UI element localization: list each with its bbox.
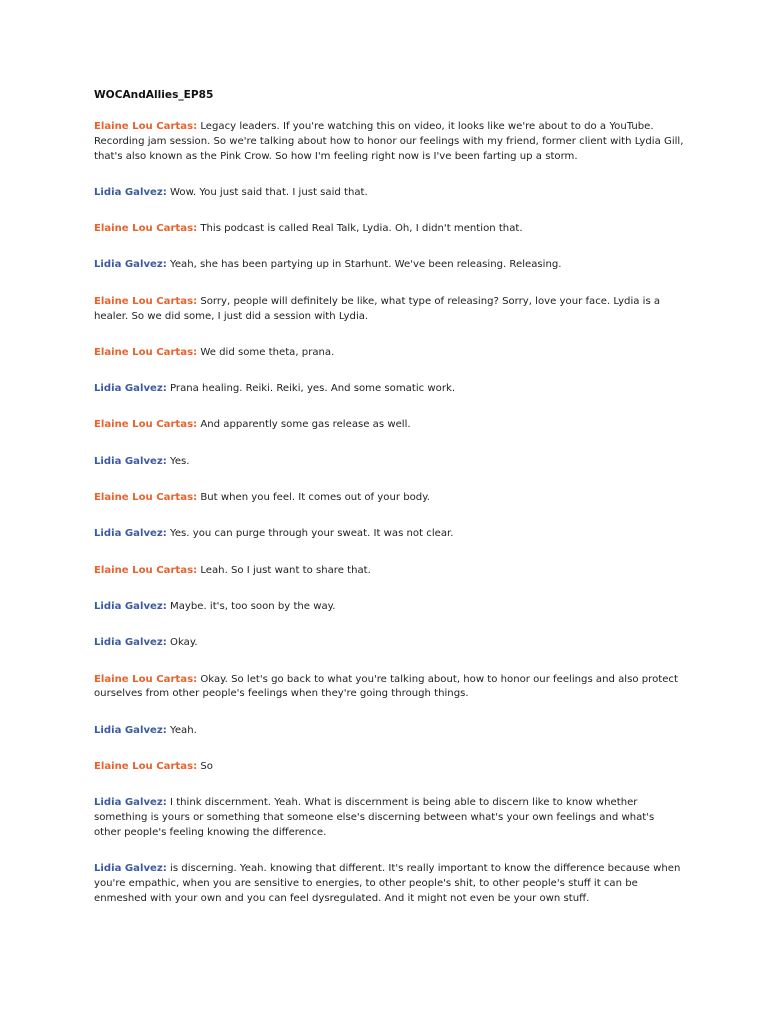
utterance-text: And apparently some gas release as well. bbox=[200, 419, 411, 431]
utterance-text: We did some theta, prana. bbox=[200, 346, 335, 358]
transcript-entry bbox=[94, 724, 684, 739]
utterance-text: But when you feel. It comes out of your body. bbox=[200, 492, 430, 504]
utterance-text: Okay. So let's go back to what you're talking about, how to honor our feelings and also protect ourselves from other people's feelings when they're going through things. bbox=[94, 673, 678, 700]
speaker-name: Lidia Galvez: bbox=[94, 186, 167, 198]
speaker-name: Lidia Galvez: bbox=[94, 724, 167, 736]
transcript-entry bbox=[94, 760, 684, 775]
transcript-entry bbox=[94, 418, 684, 433]
utterance-text: Wow. You just said that. I just said that. bbox=[170, 186, 368, 198]
speaker-name: Elaine Lou Cartas: bbox=[94, 492, 198, 504]
utterance-text: Yeah. bbox=[170, 724, 197, 736]
utterance-text: Yeah, she has been partying up in Starhunt. We've been releasing. Releasing. bbox=[170, 259, 562, 271]
utterance-text: So bbox=[200, 760, 213, 772]
speaker-name: Elaine Lou Cartas: bbox=[94, 223, 198, 235]
transcript-entry bbox=[94, 527, 684, 542]
speaker-name: Lidia Galvez: bbox=[94, 600, 167, 612]
speaker-name: Lidia Galvez: bbox=[94, 797, 167, 809]
document-title: WOCAndAllies_EP85 bbox=[94, 89, 214, 101]
utterance-text: Okay. bbox=[170, 637, 198, 649]
speaker-name: Elaine Lou Cartas: bbox=[94, 121, 198, 132]
speaker-name: Lidia Galvez: bbox=[94, 383, 167, 395]
transcript-page bbox=[94, 88, 684, 928]
utterance-text: This podcast is called Real Talk, Lydia. Oh, I didn't mention that. bbox=[200, 223, 523, 235]
utterance-text: Maybe. it's, too soon by the way. bbox=[170, 600, 336, 612]
transcript-entry bbox=[94, 346, 684, 361]
speaker-name: Elaine Lou Cartas: bbox=[94, 419, 198, 431]
speaker-name: Lidia Galvez: bbox=[94, 637, 167, 649]
transcript-entry bbox=[94, 796, 684, 840]
utterance-text: Sorry, people will definitely be like, what type of releasing? Sorry, love your face. Lydia is a healer. So we did some, I just did a session with Lydia. bbox=[94, 295, 661, 322]
speaker-name: Lidia Galvez: bbox=[94, 528, 167, 540]
speaker-name: Elaine Lou Cartas: bbox=[94, 760, 198, 772]
transcript-entry bbox=[94, 258, 684, 273]
transcript-entry bbox=[94, 455, 684, 470]
utterance-text: Leah. So I just want to share that. bbox=[200, 564, 371, 576]
transcript-entry bbox=[94, 222, 684, 237]
transcript-entry bbox=[94, 673, 684, 703]
utterance-text: Legacy leaders. If you're watching this on video, it looks like we're about to do a YouTube. Recording jam session. So we're talking about how to honor our feelings with my friend, former client with Lydia Gill, that's also known as the Pink Crow. So how I'm feeling right now is I've been farting up a storm. bbox=[94, 121, 684, 162]
speaker-name: Elaine Lou Cartas: bbox=[94, 346, 198, 358]
transcript-entry bbox=[94, 862, 684, 906]
transcript-entry bbox=[94, 295, 684, 325]
transcript-entry bbox=[94, 564, 684, 579]
utterance-text: is discerning. Yeah. knowing that different. It's really important to know the difference because when you're empathic, when you are sensitive to energies, to other people's shit, to other people's stuff it can be enmeshed with your own and you can feel dysregulated. And it might not even be your own stuff. bbox=[94, 863, 681, 904]
speaker-name: Elaine Lou Cartas: bbox=[94, 564, 198, 576]
speaker-name: Elaine Lou Cartas: bbox=[94, 673, 198, 685]
transcript-entry bbox=[94, 491, 684, 506]
speaker-name: Elaine Lou Cartas: bbox=[94, 295, 198, 307]
transcript-body bbox=[94, 120, 684, 907]
utterance-text: Yes. you can purge through your sweat. It was not clear. bbox=[170, 528, 454, 540]
transcript-entry bbox=[94, 186, 684, 201]
utterance-text: Yes. bbox=[170, 455, 190, 467]
utterance-text: Prana healing. Reiki. Reiki, yes. And some somatic work. bbox=[170, 383, 456, 395]
transcript-entry bbox=[94, 382, 684, 397]
speaker-name: Lidia Galvez: bbox=[94, 863, 167, 875]
utterance-text: I think discernment. Yeah. What is discernment is being able to discern like to know whether something is yours or something that someone else's discerning between what's your own feelings and what's other people's feeling knowing the difference. bbox=[94, 797, 655, 838]
transcript-entry bbox=[94, 600, 684, 615]
speaker-name: Lidia Galvez: bbox=[94, 259, 167, 271]
transcript-entry bbox=[94, 636, 684, 651]
transcript-entry bbox=[94, 120, 684, 164]
speaker-name: Lidia Galvez: bbox=[94, 455, 167, 467]
